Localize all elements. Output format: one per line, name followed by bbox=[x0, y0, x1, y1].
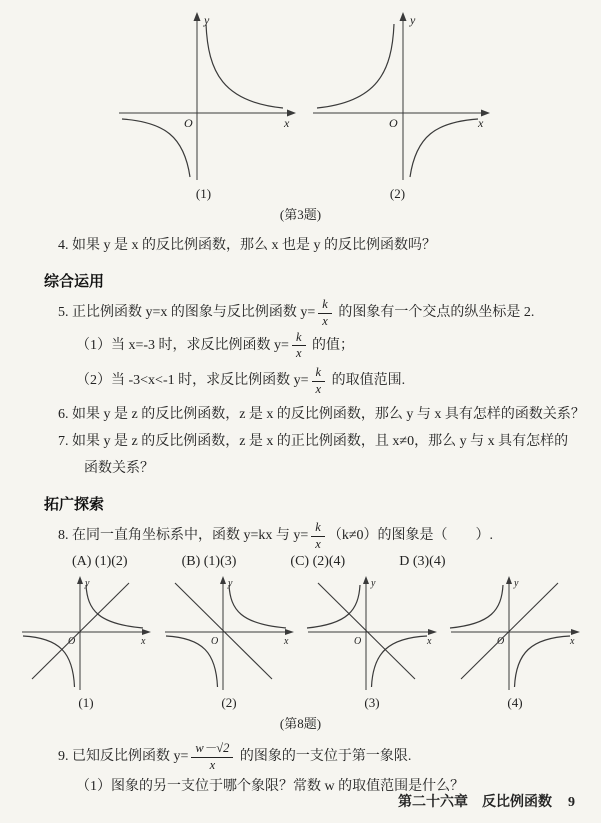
section-title-explore: 拓广探索 bbox=[44, 496, 105, 514]
fraction-k-over-x bbox=[311, 521, 325, 552]
x-axis-arrow bbox=[285, 629, 294, 635]
question-8-lead: 8. 在同一直角坐标系中，函数 y=kx 与 y= bbox=[58, 528, 309, 544]
hyperbola-branch-q3 bbox=[23, 636, 75, 687]
graph-label: (4) bbox=[507, 694, 523, 710]
y-axis-arrow bbox=[506, 576, 512, 584]
figure-caption-q8: (第8题) bbox=[279, 715, 322, 731]
y-axis-label: y bbox=[85, 577, 90, 589]
origin-label: O bbox=[68, 635, 76, 647]
graph-q8-4 bbox=[447, 574, 583, 711]
graph-q8-2 bbox=[161, 574, 297, 711]
option-d: D (3)(4) bbox=[399, 553, 446, 569]
y-axis-label: y bbox=[228, 577, 233, 589]
question-9-lead: 9. 已知反比例函数 y= bbox=[58, 748, 189, 764]
fraction-denominator: x bbox=[315, 537, 321, 551]
x-axis-label: x bbox=[477, 116, 483, 130]
option-c: (C) (2)(4) bbox=[290, 553, 346, 569]
page-footer bbox=[398, 791, 575, 811]
y-axis-label: y bbox=[371, 577, 376, 589]
section-title-comprehensive: 综合运用 bbox=[44, 273, 105, 291]
option-b: (B) (1)(3) bbox=[181, 553, 237, 569]
question-5-part-2-tail: 的取值范围. bbox=[328, 373, 406, 389]
fraction-numerator: k bbox=[292, 331, 306, 347]
question-5-part-1 bbox=[76, 331, 589, 362]
page-number: 9 bbox=[568, 795, 575, 810]
hyperbola-branch-q1 bbox=[86, 585, 143, 628]
question-9-part-1: （1）图象的另一支位于哪个象限？常数 w 的取值范围是什么？ bbox=[76, 779, 465, 795]
question-8 bbox=[58, 521, 589, 552]
hyperbola-branch-q3 bbox=[166, 636, 218, 687]
graph-label: (1) bbox=[195, 186, 212, 201]
fraction-k-over-x bbox=[292, 331, 306, 362]
x-axis-arrow bbox=[142, 629, 151, 635]
graph-label: (1) bbox=[78, 694, 94, 710]
coordinate-plane-q8-1 bbox=[18, 574, 154, 694]
fraction-numerator: w－√2 bbox=[191, 742, 233, 758]
graph-q3-2 bbox=[303, 10, 493, 202]
figure-q3 bbox=[0, 10, 601, 202]
question-7-line-1: 7. 如果 y 是 z 的反比例函数，z 是 x 的正比例函数，且 x≠0，那么 y 与 x 具有怎样的 bbox=[58, 433, 569, 449]
coordinate-plane-q8-2 bbox=[161, 574, 297, 694]
figure-q8 bbox=[0, 574, 601, 711]
x-axis-arrow bbox=[571, 629, 580, 635]
graph-q8-3 bbox=[304, 574, 440, 711]
x-axis-label: x bbox=[141, 635, 146, 647]
hyperbola-branch-q1 bbox=[229, 585, 286, 628]
coordinate-plane-q8-4 bbox=[447, 574, 583, 694]
graph-label: (3) bbox=[364, 694, 380, 710]
graph-label: (2) bbox=[221, 694, 237, 710]
coordinate-plane-q3-1 bbox=[109, 10, 299, 185]
x-axis-arrow bbox=[428, 629, 437, 635]
y-axis-label: y bbox=[514, 577, 519, 589]
fraction-numerator: k bbox=[318, 298, 332, 314]
question-5-part-1-tail: 的值； bbox=[308, 337, 355, 353]
y-axis-label: y bbox=[409, 13, 415, 27]
y-axis-arrow bbox=[220, 576, 226, 584]
fraction-denominator: x bbox=[322, 313, 328, 328]
hyperbola-branch-q4 bbox=[515, 636, 571, 687]
y-axis-arrow bbox=[193, 12, 200, 21]
graph-label: (2) bbox=[389, 186, 406, 201]
origin-label: O bbox=[388, 116, 398, 130]
origin-label: O bbox=[211, 635, 219, 647]
question-5-part-2-lead: （2）当 -3<x<-1 时，求反比例函数 y= bbox=[76, 373, 309, 389]
y-axis-label: y bbox=[203, 13, 209, 27]
question-6: 6. 如果 y 是 z 的反比例函数，z 是 x 的反比例函数，那么 y 与 x 具有怎样的函数关系？ bbox=[58, 406, 585, 422]
fraction-numerator: k bbox=[312, 366, 326, 382]
figure-caption-q3: (第3题) bbox=[279, 207, 322, 222]
question-5-tail: 的图象有一个交点的纵坐标是 2. bbox=[334, 305, 535, 321]
graph-q8-1 bbox=[18, 574, 154, 711]
x-axis-label: x bbox=[570, 635, 575, 647]
origin-label: O bbox=[183, 116, 193, 130]
hyperbola-branch-q2 bbox=[317, 24, 394, 108]
origin-label: O bbox=[354, 635, 362, 647]
question-8-tail: （k≠0）的图象是（ ）. bbox=[327, 528, 494, 544]
question-4: 4. 如果 y 是 x 的反比例函数，那么 x 也是 y 的反比例函数吗？ bbox=[58, 238, 436, 253]
hyperbola-branch-q3 bbox=[122, 119, 190, 177]
origin-label: O bbox=[497, 635, 505, 647]
question-9 bbox=[58, 742, 589, 773]
hyperbola-branch-q1 bbox=[206, 24, 283, 108]
coordinate-plane-q8-3 bbox=[304, 574, 440, 694]
coordinate-plane-q3-2 bbox=[303, 10, 493, 185]
x-axis-label: x bbox=[284, 635, 289, 647]
fraction-denominator: x bbox=[209, 757, 216, 772]
y-axis-arrow bbox=[363, 576, 369, 584]
question-8-options bbox=[72, 554, 589, 570]
fraction-denominator: x bbox=[315, 381, 322, 396]
question-5 bbox=[58, 298, 589, 329]
fraction-k-over-x bbox=[318, 298, 332, 329]
question-5-part-1-lead: （1）当 x=-3 时，求反比例函数 y= bbox=[76, 337, 289, 353]
chapter-title: 第二十六章 反比例函数 bbox=[398, 795, 552, 810]
y-axis-arrow bbox=[77, 576, 83, 584]
question-5-part-2 bbox=[76, 366, 589, 397]
fraction-k-over-x bbox=[312, 366, 326, 397]
fraction-denominator: x bbox=[295, 346, 302, 361]
question-5-lead: 5. 正比例函数 y=x 的图象与反比例函数 y= bbox=[58, 305, 316, 321]
question-9-tail: 的图象的一支位于第一象限. bbox=[236, 748, 412, 764]
question-7-line-2: 函数关系？ bbox=[84, 461, 154, 477]
x-axis-label: x bbox=[427, 635, 432, 647]
fraction-numerator: k bbox=[311, 521, 325, 537]
x-axis-label: x bbox=[283, 116, 289, 130]
fraction-w-minus-sqrt2-over-x bbox=[191, 742, 233, 773]
y-axis-arrow bbox=[399, 12, 406, 21]
hyperbola-branch-q2 bbox=[307, 585, 360, 628]
hyperbola-branch-q2 bbox=[450, 585, 503, 628]
hyperbola-branch-q4 bbox=[410, 119, 478, 177]
graph-q3-1 bbox=[109, 10, 299, 202]
option-a: (A) (1)(2) bbox=[72, 553, 128, 569]
